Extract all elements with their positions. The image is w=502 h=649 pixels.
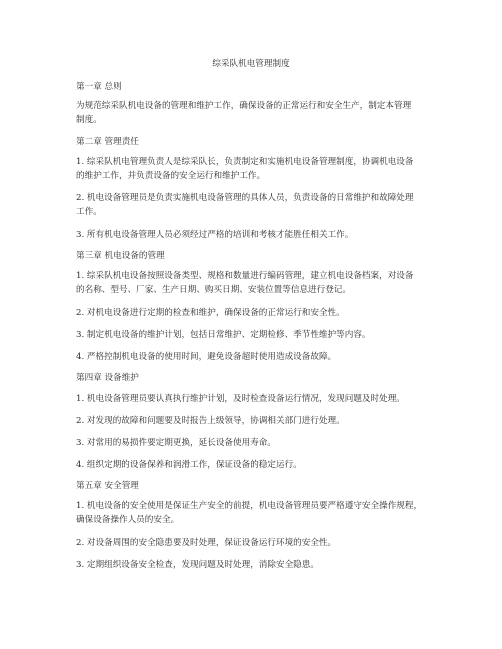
- chapter-3-heading: 第三章 机电设备的管理: [76, 251, 165, 261]
- chapter-3-item-1-line-2: 的名称、型号、厂家、生产日期、购买日期、安装位置等信息进行登记。: [76, 285, 352, 295]
- chapter-5-item-2: 2. 对设备周围的安全隐患要及时处理，保证设备运行环境的安全性。: [76, 538, 337, 548]
- chapter-4-item-3: 3. 对常用的易损件要定期更换，延长设备使用寿命。: [76, 438, 276, 448]
- chapter-2-heading: 第二章 管理责任: [76, 137, 139, 147]
- chapter-5-item-1-line-2: 确保设备操作人员的安全。: [76, 515, 180, 525]
- chapter-3-item-3: 3. 制定机电设备的维护计划，包括日常维护、定期检修、季节性维护等内容。: [76, 330, 371, 340]
- chapter-2-item-2-line-1: 2. 机电设备管理员是负责实施机电设备管理的具体人员，负责设备的日常维护和故障处理: [76, 193, 414, 203]
- document-title: 综采队机电管理制度: [212, 59, 290, 69]
- chapter-5-item-3: 3. 定期组织设备安全检查，发现问题及时处理，消除安全隐患。: [76, 560, 319, 570]
- chapter-5-item-1-line-1: 1. 机电设备的安全使用是保证生产安全的前提，机电设备管理员要严格遵守安全操作规程，: [76, 501, 423, 511]
- chapter-2-item-1-line-1: 1. 综采队机电管理负责人是综采队长，负责制定和实施机电设备管理制度，协调机电设备: [76, 157, 414, 167]
- chapter-3-item-2: 2. 对机电设备进行定期的检查和维护，确保设备的正常运行和安全性。: [76, 308, 345, 318]
- chapter-1-heading: 第一章 总则: [76, 82, 122, 92]
- chapter-1-paragraph-line-2: 制度。: [76, 115, 102, 125]
- chapter-4-item-1: 1. 机电设备管理员要认真执行维护计划，及时检查设备运行情况，发现问题及时处理。: [76, 394, 405, 404]
- chapter-2-item-3: 3. 所有机电设备管理人员必须经过严格的培训和考核才能胜任相关工作。: [76, 230, 354, 240]
- chapter-4-item-4: 4. 组织定期的设备保养和润滑工作，保证设备的稳定运行。: [76, 460, 302, 470]
- chapter-1-paragraph-line-1: 为规范综采队机电设备的管理和维护工作，确保设备的正常运行和安全生产，制定本管理: [76, 101, 412, 111]
- chapter-4-item-2: 2. 对发现的故障和问题要及时报告上级领导，协调相关部门进行处理。: [76, 416, 345, 426]
- chapter-5-heading: 第五章 安全管理: [76, 481, 139, 491]
- chapter-2-item-2-line-2: 工作。: [76, 207, 102, 217]
- chapter-2-item-1-line-2: 的维护工作，并负责设备的安全运行和维护工作。: [76, 171, 266, 181]
- chapter-4-heading: 第四章 设备维护: [76, 373, 139, 383]
- chapter-3-item-4: 4. 严格控制机电设备的使用时间，避免设备超时使用造成设备故障。: [76, 352, 337, 362]
- chapter-3-item-1-line-1: 1. 综采队机电设备按照设备类型、规格和数量进行编码管理，建立机电设备档案，对设备: [76, 271, 414, 281]
